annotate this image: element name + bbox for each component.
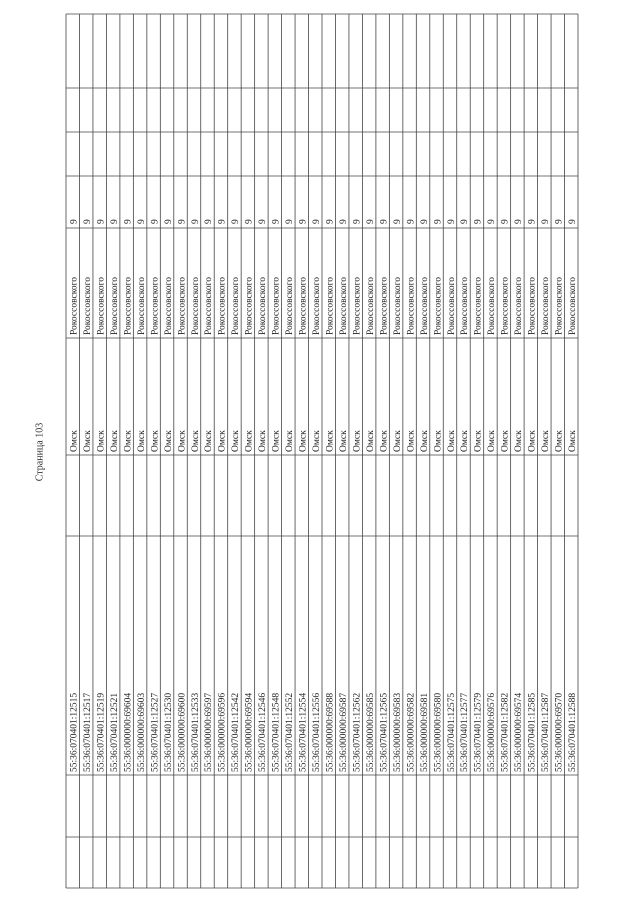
street-cell: Рокоссовского xyxy=(190,276,201,335)
house-number-cell: 9 xyxy=(177,219,188,224)
street-cell: Рокоссовского xyxy=(541,276,552,335)
house-number-cell: 9 xyxy=(352,219,363,224)
city-cell: Омск xyxy=(82,430,93,452)
house-number-cell: 9 xyxy=(271,219,282,224)
house-number-cell: 9 xyxy=(365,219,376,224)
city-cell: Омск xyxy=(96,430,107,452)
street-cell: Рокоссовского xyxy=(460,276,471,335)
house-number-cell: 9 xyxy=(406,219,417,224)
city-cell: Омск xyxy=(204,430,215,452)
street-cell: Рокоссовского xyxy=(258,276,269,335)
cadastral-number-cell: 55:36:070401:12579 xyxy=(473,692,484,772)
cadastral-number-cell: 55:36:000000:69570 xyxy=(554,692,565,772)
street-cell: Рокоссовского xyxy=(446,276,457,335)
house-number-cell: 9 xyxy=(150,219,161,224)
cadastral-number-cell: 55:36:000000:69576 xyxy=(487,692,498,772)
cadastral-number-cell: 55:36:000000:69594 xyxy=(244,692,255,772)
cadastral-number-cell: 55:36:070401:12527 xyxy=(150,692,161,772)
cadastral-number-cell: 55:36:070401:12548 xyxy=(271,692,282,772)
city-cell: Омск xyxy=(123,430,134,452)
city-cell: Омск xyxy=(217,430,228,452)
house-number-cell: 9 xyxy=(109,219,120,224)
house-number-cell: 9 xyxy=(379,219,390,224)
city-cell: Омск xyxy=(406,430,417,452)
street-cell: Рокоссовского xyxy=(338,276,349,335)
street-cell: Рокоссовского xyxy=(554,276,565,335)
city-cell: Омск xyxy=(514,430,525,452)
cadastral-number-cell: 55:36:000000:69600 xyxy=(177,692,188,772)
house-number-cell: 9 xyxy=(446,219,457,224)
house-number-cell: 9 xyxy=(500,219,511,224)
city-cell: Омск xyxy=(392,430,403,452)
house-number-cell: 9 xyxy=(312,219,323,224)
cadastral-number-cell: 55:36:070401:12519 xyxy=(96,692,107,772)
house-number-cell: 9 xyxy=(244,219,255,224)
house-number-cell: 9 xyxy=(338,219,349,224)
street-cell: Рокоссовского xyxy=(473,276,484,335)
street-cell: Рокоссовского xyxy=(231,276,242,335)
street-cell: Рокоссовского xyxy=(568,276,579,335)
house-number-cell: 9 xyxy=(541,219,552,224)
city-cell: Омск xyxy=(231,430,242,452)
cadastral-number-cell: 55:36:070401:12575 xyxy=(446,692,457,772)
street-cell: Рокоссовского xyxy=(285,276,296,335)
cadastral-number-cell: 55:36:070401:12565 xyxy=(379,692,390,772)
street-cell: Рокоссовского xyxy=(177,276,188,335)
street-cell: Рокоссовского xyxy=(379,276,390,335)
cadastral-number-cell: 55:36:070401:12533 xyxy=(190,692,201,772)
cadastral-number-cell: 55:36:000000:69588 xyxy=(325,692,336,772)
cadastral-number-cell: 55:36:070401:12552 xyxy=(285,692,296,772)
city-cell: Омск xyxy=(69,430,80,452)
cadastral-number-cell: 55:36:000000:69583 xyxy=(392,692,403,772)
city-cell: Омск xyxy=(271,430,282,452)
city-cell: Омск xyxy=(365,430,376,452)
house-number-cell: 9 xyxy=(217,219,228,224)
cadastral-number-cell: 55:36:000000:69587 xyxy=(338,692,349,772)
city-cell: Омск xyxy=(473,430,484,452)
house-number-cell: 9 xyxy=(163,219,174,224)
city-cell: Омск xyxy=(541,430,552,452)
house-number-cell: 9 xyxy=(190,219,201,224)
city-cell: Омск xyxy=(527,430,538,452)
cadastral-number-cell: 55:36:000000:69596 xyxy=(217,692,228,772)
cadastral-number-cell: 55:36:000000:69597 xyxy=(204,692,215,772)
cadastral-number-cell: 55:36:000000:69603 xyxy=(136,692,147,772)
house-number-cell: 9 xyxy=(487,219,498,224)
street-cell: Рокоссовского xyxy=(514,276,525,335)
house-number-cell: 9 xyxy=(568,219,579,224)
street-cell: Рокоссовского xyxy=(69,276,80,335)
city-cell: Омск xyxy=(379,430,390,452)
cadastral-number-cell: 55:36:070401:12515 xyxy=(69,692,80,772)
house-number-cell: 9 xyxy=(419,219,430,224)
house-number-cell: 9 xyxy=(514,219,525,224)
house-number-cell: 9 xyxy=(460,219,471,224)
cadastral-number-cell: 55:36:070401:12562 xyxy=(352,692,363,772)
cadastral-number-cell: 55:36:070401:12577 xyxy=(460,692,471,772)
house-number-cell: 9 xyxy=(96,219,107,224)
house-number-cell: 9 xyxy=(231,219,242,224)
house-number-cell: 9 xyxy=(298,219,309,224)
city-cell: Омск xyxy=(150,430,161,452)
city-cell: Омск xyxy=(568,430,579,452)
house-number-cell: 9 xyxy=(82,219,93,224)
house-number-cell: 9 xyxy=(473,219,484,224)
city-cell: Омск xyxy=(190,430,201,452)
cadastral-number-cell: 55:36:000000:69581 xyxy=(419,692,430,772)
city-cell: Омск xyxy=(446,430,457,452)
city-cell: Омск xyxy=(109,430,120,452)
page-label: Страница 103 xyxy=(34,422,46,482)
street-cell: Рокоссовского xyxy=(298,276,309,335)
street-cell: Рокоссовского xyxy=(352,276,363,335)
city-cell: Омск xyxy=(433,430,444,452)
city-cell: Омск xyxy=(177,430,188,452)
house-number-cell: 9 xyxy=(527,219,538,224)
city-cell: Омск xyxy=(285,430,296,452)
cadastral-number-cell: 55:36:070401:12517 xyxy=(82,692,93,772)
street-cell: Рокоссовского xyxy=(271,276,282,335)
cadastral-number-cell: 55:36:070401:12556 xyxy=(312,692,323,772)
street-cell: Рокоссовского xyxy=(109,276,120,335)
house-number-cell: 9 xyxy=(554,219,565,224)
house-number-cell: 9 xyxy=(136,219,147,224)
cadastral-number-cell: 55:36:070401:12588 xyxy=(568,692,579,772)
city-cell: Омск xyxy=(136,430,147,452)
city-cell: Омск xyxy=(244,430,255,452)
city-cell: Омск xyxy=(419,430,430,452)
cadastral-number-cell: 55:36:000000:69580 xyxy=(433,692,444,772)
house-number-cell: 9 xyxy=(285,219,296,224)
cadastral-number-cell: 55:36:070401:12585 xyxy=(527,692,538,772)
street-cell: Рокоссовского xyxy=(312,276,323,335)
street-cell: Рокоссовского xyxy=(163,276,174,335)
cadastral-number-cell: 55:36:000000:69604 xyxy=(123,692,134,772)
street-cell: Рокоссовского xyxy=(419,276,430,335)
cadastral-number-cell: 55:36:000000:69585 xyxy=(365,692,376,772)
street-cell: Рокоссовского xyxy=(96,276,107,335)
street-cell: Рокоссовского xyxy=(204,276,215,335)
street-cell: Рокоссовского xyxy=(527,276,538,335)
street-cell: Рокоссовского xyxy=(487,276,498,335)
house-number-cell: 9 xyxy=(123,219,134,224)
house-number-cell: 9 xyxy=(392,219,403,224)
city-cell: Омск xyxy=(325,430,336,452)
street-cell: Рокоссовского xyxy=(244,276,255,335)
cadastral-number-cell: 55:36:070401:12587 xyxy=(541,692,552,772)
street-cell: Рокоссовского xyxy=(123,276,134,335)
street-cell: Рокоссовского xyxy=(82,276,93,335)
street-cell: Рокоссовского xyxy=(136,276,147,335)
house-number-cell: 9 xyxy=(258,219,269,224)
cadastral-number-cell: 55:36:070401:12521 xyxy=(109,692,120,772)
house-number-cell: 9 xyxy=(325,219,336,224)
city-cell: Омск xyxy=(338,430,349,452)
cadastral-number-cell: 55:36:070401:12530 xyxy=(163,692,174,772)
house-number-cell: 9 xyxy=(69,219,80,224)
house-number-cell: 9 xyxy=(433,219,444,224)
city-cell: Омск xyxy=(554,430,565,452)
street-cell: Рокоссовского xyxy=(325,276,336,335)
cadastral-number-cell: 55:36:070401:12546 xyxy=(258,692,269,772)
street-cell: Рокоссовского xyxy=(365,276,376,335)
house-number-cell: 9 xyxy=(204,219,215,224)
city-cell: Омск xyxy=(163,430,174,452)
street-cell: Рокоссовского xyxy=(150,276,161,335)
cadastral-number-cell: 55:36:070401:12542 xyxy=(231,692,242,772)
street-cell: Рокоссовского xyxy=(217,276,228,335)
city-cell: Омск xyxy=(312,430,323,452)
cadastral-number-cell: 55:36:070401:12582 xyxy=(500,692,511,772)
street-cell: Рокоссовского xyxy=(406,276,417,335)
city-cell: Омск xyxy=(487,430,498,452)
city-cell: Омск xyxy=(298,430,309,452)
city-cell: Омск xyxy=(258,430,269,452)
city-cell: Омск xyxy=(500,430,511,452)
city-cell: Омск xyxy=(460,430,471,452)
cadastral-number-cell: 55:36:000000:69582 xyxy=(406,692,417,772)
cadastral-number-cell: 55:36:070401:12554 xyxy=(298,692,309,772)
city-cell: Омск xyxy=(352,430,363,452)
street-cell: Рокоссовского xyxy=(433,276,444,335)
street-cell: Рокоссовского xyxy=(500,276,511,335)
street-cell: Рокоссовского xyxy=(392,276,403,335)
cadastral-number-cell: 55:36:000000:69574 xyxy=(514,692,525,772)
